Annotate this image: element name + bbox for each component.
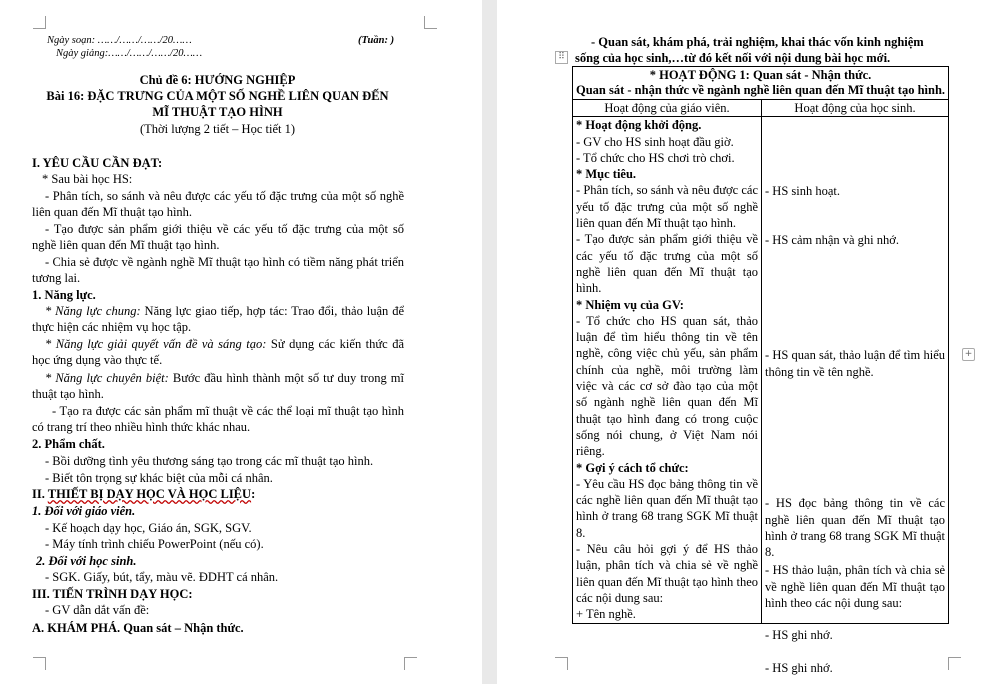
gv-kd-1: - GV cho HS sinh hoạt đầu giờ. xyxy=(576,134,734,149)
hs-item-1: - SGK. Giấy, bút, tẩy, màu vẽ. ĐDHT cá nhân. xyxy=(45,570,279,584)
gv-heading: 1. Đối với giáo viên. xyxy=(32,504,136,518)
nang-luc-chung-label: * Năng lực chung: xyxy=(45,304,141,318)
sec1-p2: - Tạo được sản phẩm giới thiệu về các yếu tố đặc trưng của một số nghề liên quan đến Mĩ thuật tạo hình. xyxy=(32,222,404,253)
hs-heading: 2. Đối với học sinh. xyxy=(36,554,137,568)
nang-luc-gq-text: Sử dụng các kiến thức đã học ứng dụng vào thực tế. xyxy=(32,337,404,368)
gv-activity-cell xyxy=(573,117,762,623)
tuan-label: (Tuần: ) xyxy=(358,35,395,46)
gv-gy-3: + Tên nghề. xyxy=(576,607,636,622)
pham-chat-heading: 2. Phẩm chất. xyxy=(32,437,105,451)
right-page xyxy=(497,0,984,684)
nang-luc-giai-quyet xyxy=(32,336,404,369)
gv-item-1: - Kế hoạch dạy học, Giáo án, SGK, SGV. xyxy=(45,521,252,535)
gv-goi-y: * Gợi ý cách tổ chức: xyxy=(576,460,689,475)
sec2-heading xyxy=(32,486,255,502)
left-page xyxy=(0,0,482,684)
hs-item-2: - HS cảm nhận và ghi nhớ. xyxy=(765,233,900,248)
kham-pha-heading: A. KHÁM PHÁ. Quan sát – Nhận thức. xyxy=(32,621,244,635)
sec1-intro: * Sau bài học HS: xyxy=(42,172,133,186)
sec2-heading-text: THIẾT BỊ DẠY HỌC VÀ HỌC LIỆU xyxy=(47,487,252,501)
title-thoi-luong: (Thời lượng 2 tiết – Học tiết 1) xyxy=(139,122,296,136)
hs-activity-cell xyxy=(762,117,949,676)
nang-luc-cb-text2: - Tạo ra được các sản phẩm mĩ thuật về các thể loại mĩ thuật tạo hình có trang trí theo nhiều hình thức khác nhau. xyxy=(32,404,404,435)
hs-item-6: - HS ghi nhớ. xyxy=(765,628,833,643)
activity-table xyxy=(572,66,949,676)
hs-item-7: - HS ghi nhớ. xyxy=(765,661,833,676)
crop-mark-bottom-right xyxy=(404,657,417,670)
table-title: * HOẠT ĐỘNG 1: Quan sát - Nhận thức. xyxy=(649,68,872,82)
table-title-cell xyxy=(573,67,949,100)
nang-luc-cb-text: Bước đầu hình thành một số tư duy trong mĩ thuật tạo hình. xyxy=(32,371,404,402)
hs-item-1: - HS sinh hoạt. xyxy=(765,184,840,199)
table-move-handle-icon[interactable]: ⠿ xyxy=(555,51,568,64)
intro-line-1: - Quan sát, khám phá, trải nghiệm, khai thác vốn kinh nghiệm xyxy=(591,35,924,49)
nang-luc-gq-label: * Năng lực giải quyết vấn đề và sáng tạo: xyxy=(45,337,267,351)
crop-mark-top-left xyxy=(33,16,46,29)
title-bai: Bài 16: ĐẶC TRƯNG CỦA MỘT SỐ NGHỀ LIÊN QUAN ĐẾN xyxy=(46,89,389,103)
gv-muc-tieu: * Mục tiêu. xyxy=(576,167,637,182)
gv-mt-1: - Phân tích, so sánh và nêu được các yếu tố đặc trưng của một số nghề liên quan đến Mĩ thuật tạo hình. xyxy=(576,183,758,231)
add-row-icon[interactable]: + xyxy=(962,348,975,361)
crop-mark-bottom-left xyxy=(555,657,568,670)
gv-gy-2: - Nêu câu hỏi gợi ý để HS thảo luận, phân tích và chia sẻ về nghề liên quan đến Mĩ thuật tạo hình theo các nội dung sau: xyxy=(576,542,758,605)
ngay-giang: Ngày giảng:……/……/……/20…… xyxy=(56,48,203,59)
sec1-p3: - Chia sẻ được về ngành nghề Mĩ thuật tạo hình có tiềm năng phát triển tương lai. xyxy=(32,255,404,286)
nang-luc-chung-text: Năng lực giao tiếp, hợp tác: Trao đổi, thảo luận để thực hiện các nhiệm vụ học tập. xyxy=(32,304,404,335)
sec2-heading-suffix: : xyxy=(251,487,256,501)
pham-chat-p2: - Biết tôn trọng sự khác biệt của mỗi cá nhân. xyxy=(45,471,273,485)
nang-luc-heading: 1. Năng lực. xyxy=(32,288,96,302)
hs-item-4: - HS đọc bảng thông tin về các nghề liên quan đến Mĩ thuật tạo hình ở trang 68 trang SGK Mĩ thuật 8. xyxy=(765,496,945,560)
pham-chat-p1: - Bồi dưỡng tình yêu thương sáng tạo trong các mĩ thuật tạo hình. xyxy=(45,454,374,468)
gv-nhiem-vu: * Nhiệm vụ của GV: xyxy=(576,297,684,312)
col-header-gv: Hoạt động của giáo viên. xyxy=(573,100,762,117)
title-chu-de: Chủ đề 6: HƯỚNG NGHIỆP xyxy=(139,73,296,87)
sec3-heading: III. TIẾN TRÌNH DẠY HỌC: xyxy=(32,587,193,601)
crop-mark-bottom-left xyxy=(33,657,46,670)
gv-kd-2: - Tổ chức cho HS chơi trò chơi. xyxy=(576,150,735,165)
gv-nv-1: - Tổ chức cho HS quan sát, thảo luận để tìm hiểu thông tin về tên nghề, công việc chủ yếu, sản phẩm chính của nghề, môi trường làm việc và các cơ sở đào tạo của một số ngành nghề liên quan đến Mĩ thuật tạo hình đang có trong cuộc sống nói chung, ở Việt Nam nói riêng. xyxy=(576,313,758,459)
ngay-soan: Ngày soạn: ……/……/……/20…… xyxy=(47,35,192,46)
sec1-heading: I. YÊU CẦU CẦN ĐẠT: xyxy=(32,156,163,170)
title-bai-line2: MĨ THUẬT TẠO HÌNH xyxy=(152,105,283,119)
crop-mark-bottom-right xyxy=(948,657,961,670)
sec1-p1: - Phân tích, so sánh và nêu được các yếu tố đặc trưng của một số nghề liên quan đến Mĩ thuật tạo hình. xyxy=(32,189,404,220)
gv-gy-1: - Yêu cầu HS đọc bảng thông tin về các nghề liên quan đến Mĩ thuật tạo hình ở trang 68 trang SGK Mĩ thuật 8. xyxy=(576,476,758,540)
gv-item-2: - Máy tính trình chiếu PowerPoint (nếu có). xyxy=(45,537,264,551)
sec3-p1: - GV dẫn dắt vấn đề: xyxy=(45,603,150,617)
sec2-heading-prefix: II. xyxy=(32,487,48,501)
nang-luc-cb-label: * Năng lực chuyên biệt: xyxy=(45,371,169,385)
nang-luc-chung xyxy=(32,303,404,336)
col-header-hs: Hoạt động của học sinh. xyxy=(762,100,949,117)
nang-luc-chuyen-biet xyxy=(32,370,404,403)
intro-line-2: sống của học sinh,…từ đó kết nối với nội dung bài học mới. xyxy=(575,51,891,65)
hs-item-5: - HS thảo luận, phân tích và chia sẻ về nghề liên quan đến Mĩ thuật tạo hình theo các nội dung sau: xyxy=(765,563,945,610)
gv-khoi-dong: * Hoạt động khởi động. xyxy=(576,118,702,133)
gv-mt-2: - Tạo được sản phẩm giới thiệu về các yếu tố đặc trưng của một số nghề liên quan đến Mĩ thuật tạo hình. xyxy=(576,232,758,296)
crop-mark-top-right xyxy=(424,16,437,29)
hs-item-3: - HS quan sát, thảo luận để tìm hiểu thông tin về tên nghề. xyxy=(765,348,945,379)
table-subtitle: Quan sát - nhận thức về ngành nghề liên quan đến Mĩ thuật tạo hình. xyxy=(575,83,946,97)
